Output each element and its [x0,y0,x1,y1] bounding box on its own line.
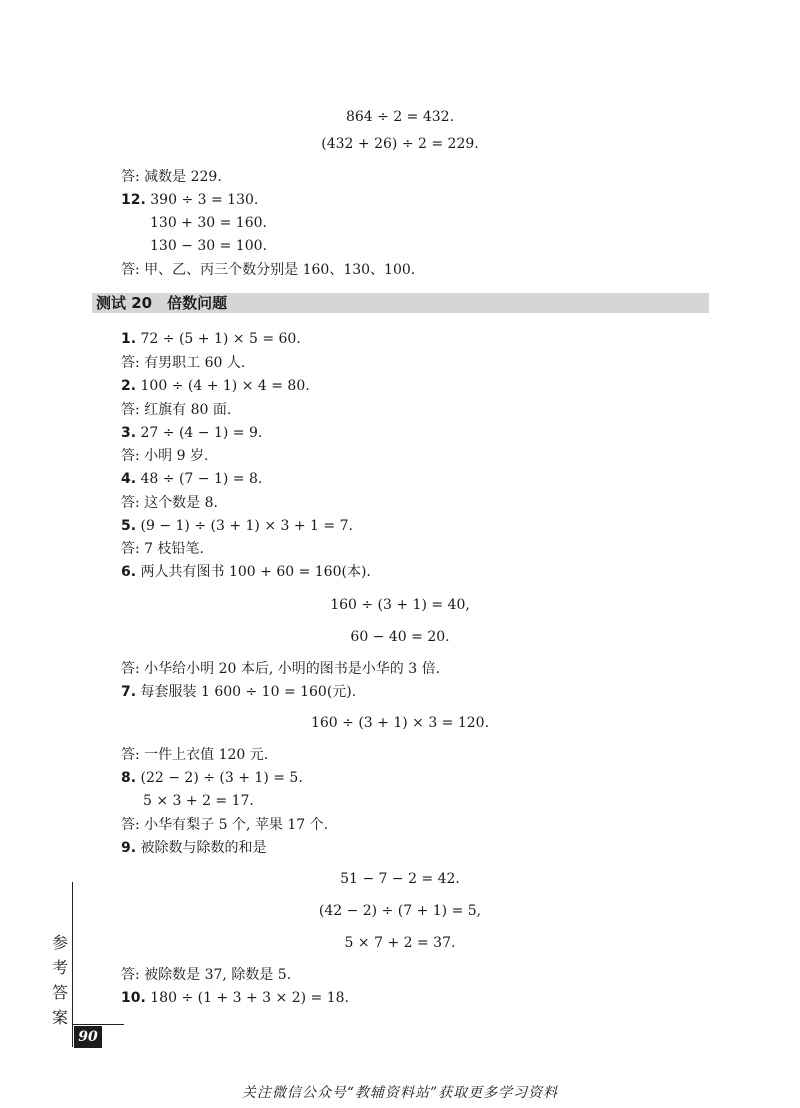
answer-line: 答: 小华有梨子 5 个, 苹果 17 个. [121,817,329,833]
question-2 [121,377,310,395]
question-4 [121,470,262,488]
question-10 [121,989,349,1007]
question-text: 390 ÷ 3 = 130. [150,192,259,208]
section-title: 测试 20 倍数问题 [96,294,228,312]
question-text: 每套服装 1 600 ÷ 10 = 160(元). [140,684,357,700]
question-number: 5. [121,518,137,534]
question-3 [121,424,262,442]
answer-line: 答: 减数是 229. [121,169,222,185]
answer-line: 答: 有男职工 60 人. [121,355,246,371]
question-text: 两人共有图书 100 + 60 = 160(本). [140,564,371,580]
question-12 [121,191,258,209]
equation-line: 5 × 7 + 2 = 37. [344,935,456,951]
equation-line: 160 ÷ (3 + 1) = 40, [330,597,470,613]
answer-line: 答: 一件上衣值 120 元. [121,747,269,763]
question-7 [121,683,356,701]
question-text: 27 ÷ (4 − 1) = 9. [140,425,263,441]
question-text: 72 ÷ (5 + 1) × 5 = 60. [140,331,301,347]
side-section-label: 参考答案 [51,933,68,1027]
question-number: 12. [121,192,146,208]
equation-line: 160 ÷ (3 + 1) × 3 = 120. [310,715,490,731]
footer-note: 关注微信公众号“教辅资料站”获取更多学习资料 [241,1085,559,1101]
equation-line: 864 ÷ 2 = 432. [345,109,455,125]
answer-line: 答: 甲、乙、丙三个数分别是 160、130、100. [121,262,416,278]
equation-line: 60 − 40 = 20. [350,629,450,645]
question-number: 1. [121,331,137,347]
equation-line: (432 + 26) ÷ 2 = 229. [321,136,479,152]
equation-line: 130 + 30 = 160. [150,215,267,231]
question-6 [121,563,371,581]
answer-line: 答: 小华给小明 20 本后, 小明的图书是小华的 3 倍. [121,661,441,677]
equation-line: 51 − 7 − 2 = 42. [340,871,460,887]
answer-line: 答: 7 枝铅笔. [121,541,204,557]
page-number: 90 [74,1026,102,1048]
question-number: 7. [121,684,137,700]
question-number: 2. [121,378,137,394]
question-number: 3. [121,425,137,441]
question-number: 6. [121,564,137,580]
question-text: (22 − 2) ÷ (3 + 1) = 5. [140,770,303,786]
question-number: 10. [121,990,146,1006]
question-number: 4. [121,471,137,487]
page-number-rule [72,1024,124,1025]
question-number: 9. [121,840,137,856]
question-number: 8. [121,770,137,786]
question-9 [121,839,267,857]
answer-line: 答: 小明 9 岁. [121,448,209,464]
question-1 [121,330,301,348]
question-5 [121,517,353,535]
question-text: 100 ÷ (4 + 1) × 4 = 80. [140,378,310,394]
answer-line: 答: 这个数是 8. [121,495,218,511]
equation-line: (42 − 2) ÷ (7 + 1) = 5, [318,903,482,919]
question-text: 48 ÷ (7 − 1) = 8. [140,471,263,487]
question-text: 180 ÷ (1 + 3 + 3 × 2) = 18. [150,990,349,1006]
question-text: 被除数与除数的和是 [140,840,267,856]
question-text: (9 − 1) ÷ (3 + 1) × 3 + 1 = 7. [140,518,353,534]
answer-line: 答: 被除数是 37, 除数是 5. [121,967,292,983]
answer-line: 答: 红旗有 80 面. [121,402,232,418]
margin-rule [72,882,73,1047]
question-8 [121,769,303,787]
equation-line: 130 − 30 = 100. [150,238,267,254]
equation-line: 5 × 3 + 2 = 17. [143,793,254,809]
